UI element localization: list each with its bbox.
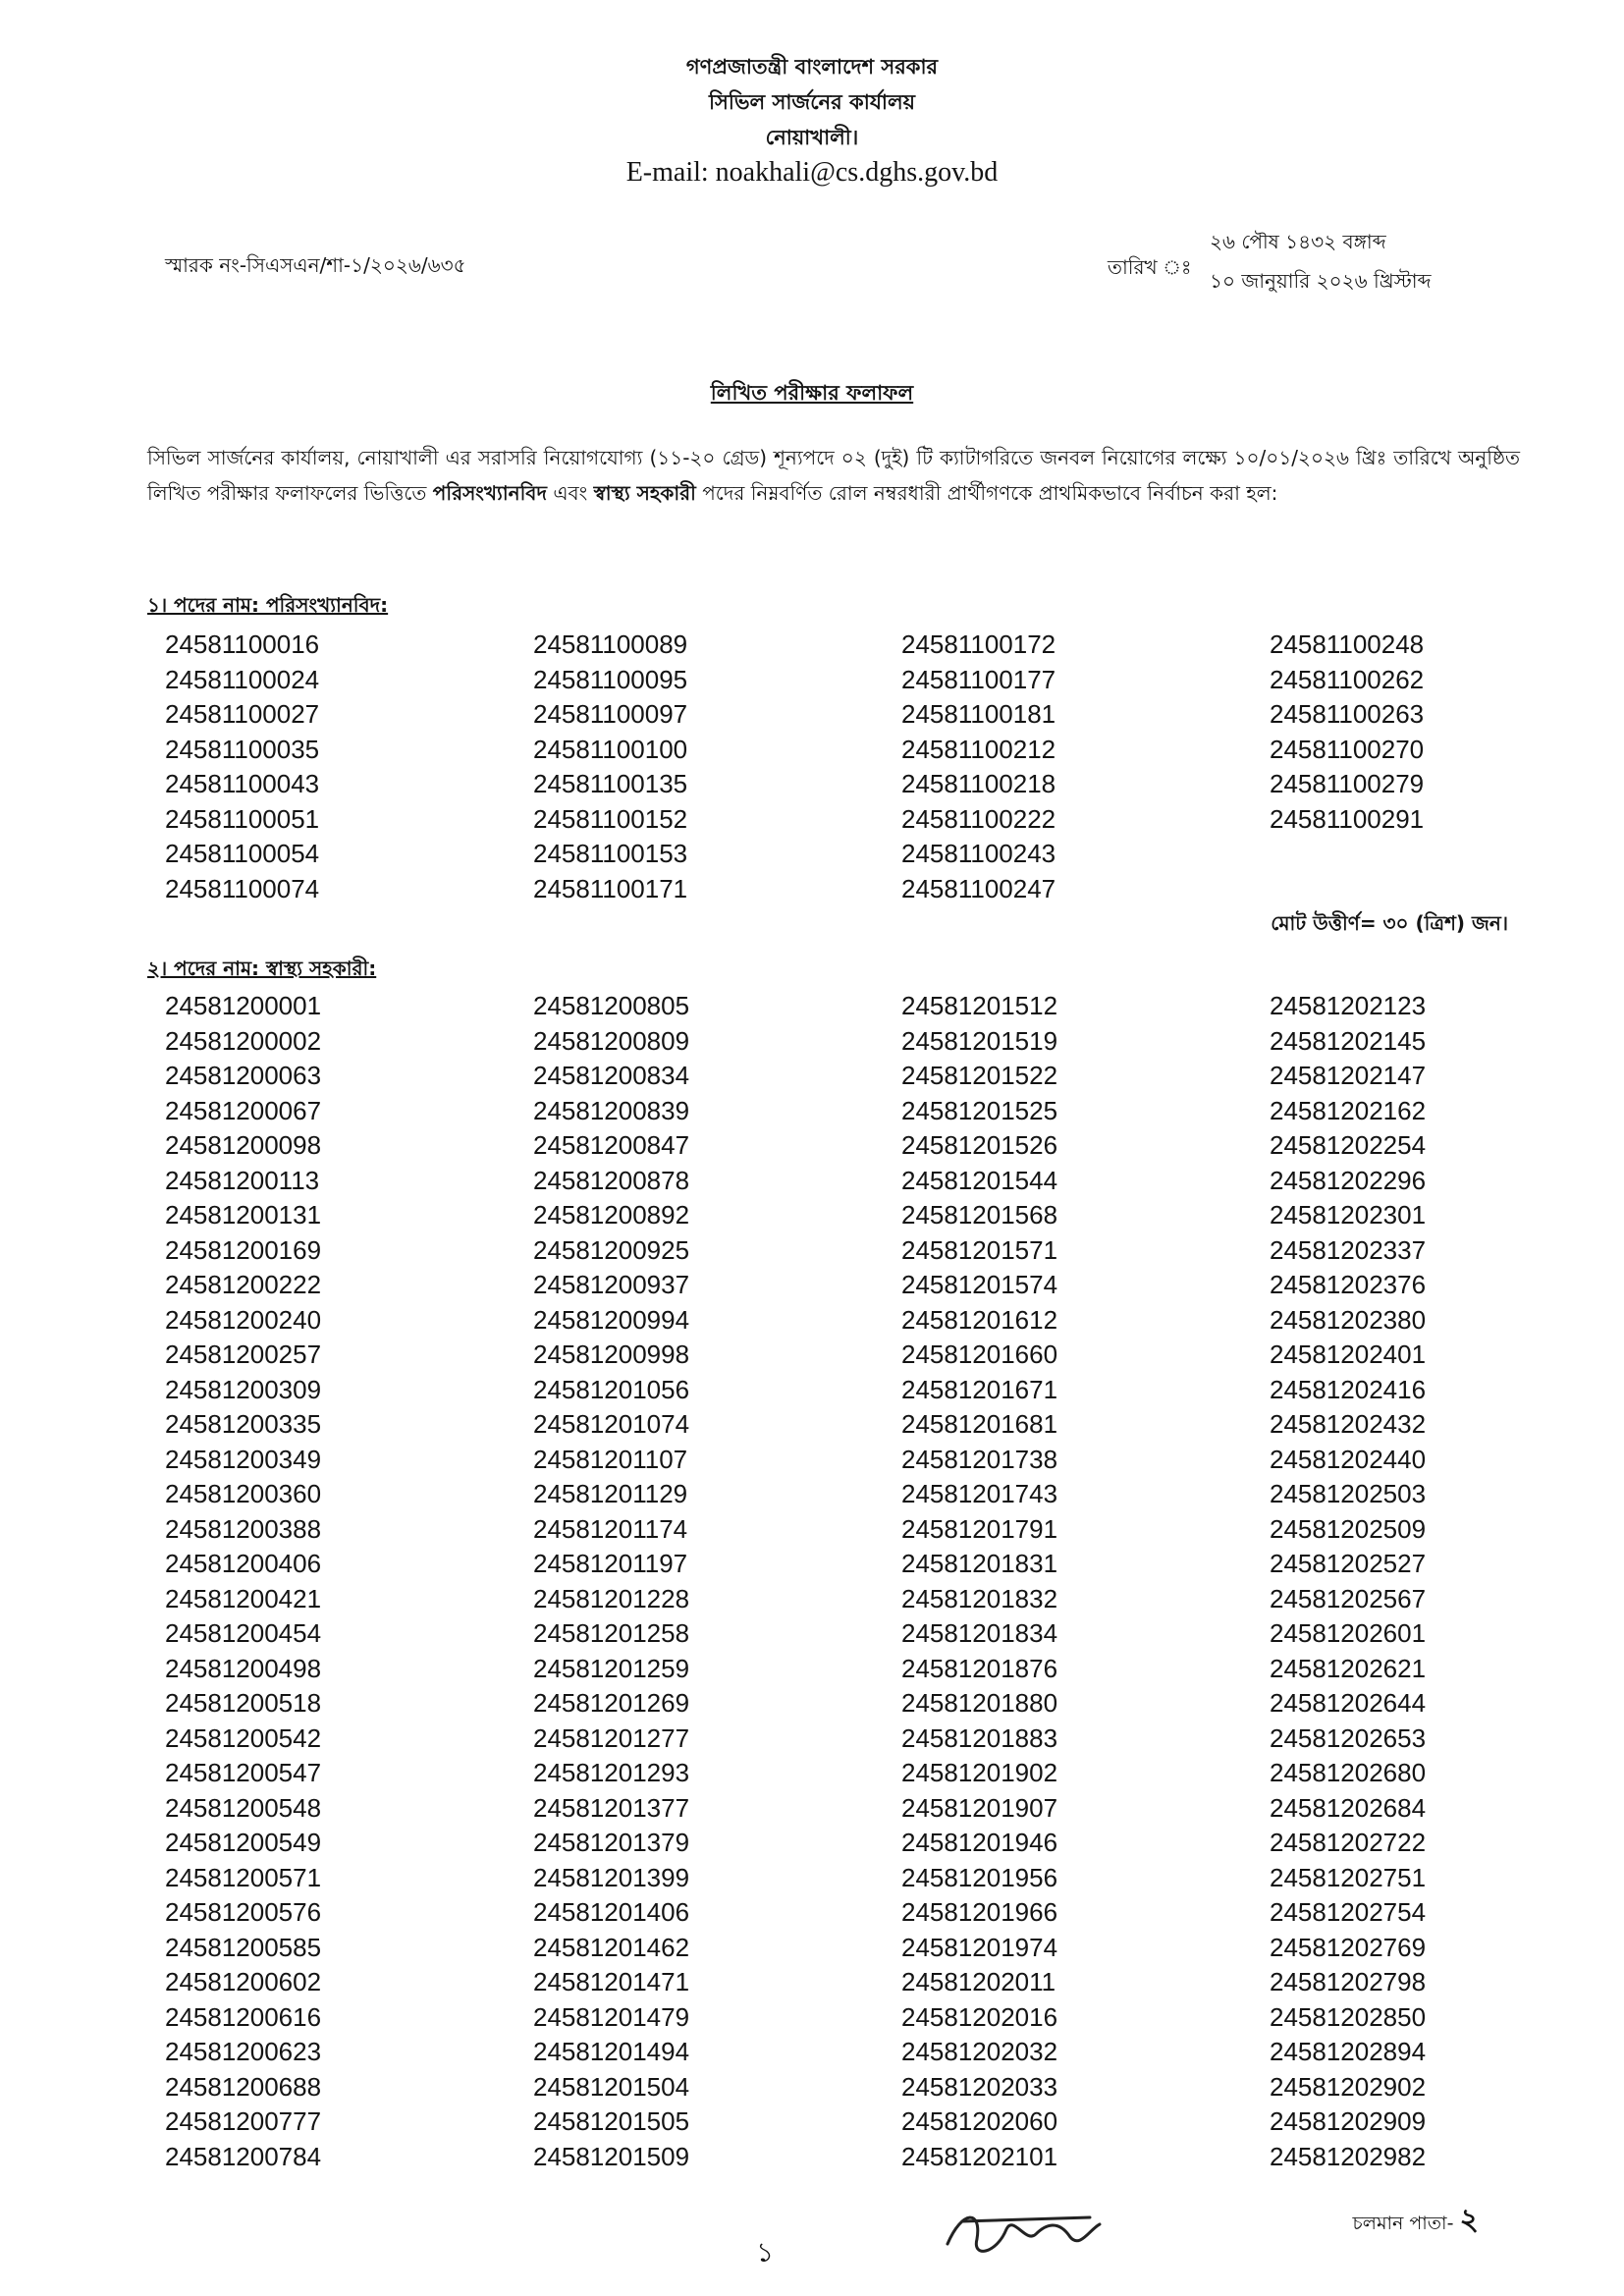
roll-number: 24581201509 [533, 2141, 690, 2171]
roll-number: 24581200131 [165, 1200, 322, 1230]
roll-number: 24581202380 [1270, 1304, 1427, 1335]
roll-number: 24581200406 [165, 1549, 322, 1578]
roll-number: 24581200805 [533, 991, 690, 1020]
signature-mark [943, 2200, 1110, 2269]
roll-number: 24581201880 [901, 1688, 1058, 1718]
roll-number: 24581202684 [1270, 1792, 1427, 1823]
roll-number: 24581100100 [533, 734, 688, 764]
roll-number: 24581100177 [901, 664, 1056, 694]
roll-number: 24581200777 [165, 2106, 322, 2136]
roll-number: 24581202254 [1270, 1130, 1427, 1160]
roll-number: 24581202440 [1270, 1444, 1427, 1474]
roll-number: 24581201525 [901, 1095, 1058, 1125]
roll-number: 24581201738 [901, 1444, 1058, 1474]
roll-number: 24581201544 [901, 1165, 1058, 1195]
roll-number: 24581201504 [533, 2071, 690, 2102]
roll-number: 24581201228 [533, 1583, 690, 1613]
roll-number: 24581200063 [165, 1061, 322, 1090]
date-label: তারিখ ঃ [1108, 255, 1192, 279]
roll-number: 24581201107 [533, 1444, 688, 1474]
roll-number: 24581100152 [533, 803, 688, 834]
roll-number: 24581201519 [901, 1025, 1058, 1056]
roll-number: 24581201197 [533, 1549, 688, 1578]
post-name-statistician: পরিসংখ্যানবিদ [432, 481, 547, 505]
roll-number: 24581202680 [1270, 1758, 1427, 1787]
roll-number: 24581100291 [1270, 803, 1425, 834]
roll-number: 24581201974 [901, 1932, 1058, 1962]
roll-number: 24581200240 [165, 1304, 322, 1335]
roll-number: 24581201883 [901, 1722, 1058, 1753]
roll-number: 24581201505 [533, 2106, 690, 2136]
roll-number: 24581100074 [165, 873, 320, 903]
page-number: ১ [756, 2236, 775, 2269]
roll-number: 24581202101 [901, 2141, 1058, 2171]
roll-number: 24581201612 [901, 1304, 1058, 1335]
roll-number: 24581202722 [1270, 1828, 1427, 1857]
roll-number: 24581200839 [533, 1095, 690, 1125]
roll-number: 24581202060 [901, 2106, 1058, 2136]
roll-number: 24581202032 [901, 2037, 1058, 2066]
roll-number: 24581100181 [901, 699, 1056, 729]
roll-number: 24581100248 [1270, 629, 1425, 659]
roll-number: 24581100089 [533, 629, 688, 659]
roll-number: 24581200002 [165, 1025, 322, 1056]
roll-number: 24581201074 [533, 1409, 690, 1439]
roll-number: 24581100051 [165, 803, 320, 834]
roll-number: 24581200349 [165, 1444, 322, 1474]
roll-number: 24581100243 [901, 839, 1056, 868]
roll-number: 24581100043 [165, 769, 320, 798]
roll-number: 24581200454 [165, 1618, 322, 1648]
date-bangla: ২৬ পৌষ ১৪৩২ বঙ্গাব্দ [1210, 230, 1386, 253]
roll-number: 24581201277 [533, 1722, 690, 1753]
roll-number: 24581200518 [165, 1688, 322, 1718]
roll-number: 24581200498 [165, 1653, 322, 1683]
roll-number: 24581201660 [901, 1339, 1058, 1369]
roll-number: 24581100135 [533, 769, 688, 798]
roll-number: 24581100222 [901, 803, 1056, 834]
roll-number: 24581100097 [533, 699, 688, 729]
roll-number: 24581202909 [1270, 2106, 1427, 2136]
roll-number: 24581201907 [901, 1792, 1058, 1823]
roll-number: 24581200222 [165, 1270, 322, 1299]
roll-number: 24581200571 [165, 1862, 322, 1892]
roll-number: 24581202982 [1270, 2141, 1427, 2171]
roll-number: 24581200937 [533, 1270, 690, 1299]
roll-number: 24581202653 [1270, 1722, 1427, 1753]
roll-number: 24581200585 [165, 1932, 322, 1962]
roll-number: 24581202503 [1270, 1479, 1427, 1508]
roll-number: 24581200257 [165, 1339, 322, 1369]
office-email: E-mail: noakhali@cs.dghs.gov.bd [625, 157, 999, 188]
roll-number: 24581201526 [901, 1130, 1058, 1160]
roll-number: 24581200576 [165, 1897, 322, 1927]
roll-number: 24581201568 [901, 1200, 1058, 1230]
roll-number: 24581200335 [165, 1409, 322, 1439]
roll-number: 24581200809 [533, 1025, 690, 1056]
roll-number: 24581200098 [165, 1130, 322, 1160]
roll-number: 24581201406 [533, 1897, 690, 1927]
roll-number: 24581202850 [1270, 2001, 1427, 2032]
roll-number: 24581202754 [1270, 1897, 1427, 1927]
roll-number: 24581201743 [901, 1479, 1058, 1508]
memo-number: স্মারক নং-সিএসএন/শা-১/২০২৬/৬৩৫ [165, 253, 466, 277]
roll-number: 24581202527 [1270, 1549, 1427, 1578]
roll-number: 24581100172 [901, 629, 1056, 659]
roll-number: 24581100027 [165, 699, 320, 729]
roll-number: 24581201129 [533, 1479, 688, 1508]
roll-number: 24581201946 [901, 1828, 1058, 1857]
statistician-roll-list [165, 628, 1564, 906]
roll-number: 24581200113 [165, 1165, 320, 1195]
roll-number: 24581200067 [165, 1095, 322, 1125]
roll-number: 24581200998 [533, 1339, 690, 1369]
section2-title: ২। পদের নাম: স্বাস্থ্য সহকারী: [147, 957, 377, 980]
date-english: ১০ জানুয়ারি ২০২৬ খ্রিস্টাব্দ [1210, 269, 1432, 293]
roll-number: 24581201258 [533, 1618, 690, 1648]
roll-number: 24581201293 [533, 1758, 690, 1787]
roll-number: 24581202123 [1270, 991, 1427, 1020]
roll-number: 24581201876 [901, 1653, 1058, 1683]
section1-title: ১। পদের নাম: পরিসংখ্যানবিদ: [147, 593, 389, 617]
roll-number: 24581201571 [901, 1234, 1058, 1265]
roll-number: 24581200547 [165, 1758, 322, 1787]
roll-number: 24581100247 [901, 873, 1056, 903]
roll-number: 24581202644 [1270, 1688, 1427, 1718]
roll-number: 24581202894 [1270, 2037, 1427, 2066]
roll-number: 24581202147 [1270, 1061, 1427, 1090]
roll-number: 24581201259 [533, 1653, 690, 1683]
roll-number: 24581201902 [901, 1758, 1058, 1787]
govt-title: গণপ্রজাতন্ত্রী বাংলাদেশ সরকার [685, 55, 939, 79]
roll-number: 24581100016 [165, 629, 320, 659]
roll-number: 24581201479 [533, 2001, 690, 2032]
roll-number: 24581202432 [1270, 1409, 1427, 1439]
roll-number: 24581201399 [533, 1862, 690, 1892]
roll-number: 24581100024 [165, 664, 320, 694]
continued-page: চলমান পাতা- ২ [1352, 2203, 1479, 2237]
notice-body: সিভিল সার্জনের কার্যালয়, নোয়াখালী এর সরাসরি নিয়োগযোগ্য (১১-২০ গ্রেড) শূন্যপদে ০২ (দুই) টি ক্যাটাগরিতে জনবল নিয়োগের লক্ষ্যে ১০/০১/২০২৬ খ্রিঃ তারিখে অনুষ্ঠিত লিখিত পরীক্ষার ফলাফলের ভিত্তিতে পরিসংখ্যানবিদ এবং স্বাস্থ্য সহকারী পদের নিম্নবর্ণিত রোল নম্বরধারী প্রার্থীগণকে প্রাথমিকভাবে নির্বাচন করা হল: [147, 446, 1520, 505]
roll-number: 24581201831 [901, 1549, 1058, 1578]
roll-number: 24581201056 [533, 1374, 690, 1404]
roll-number: 24581202033 [901, 2071, 1058, 2102]
roll-number: 24581202601 [1270, 1618, 1427, 1648]
roll-number: 24581200421 [165, 1583, 322, 1613]
roll-number: 24581200994 [533, 1304, 690, 1335]
roll-number: 24581202902 [1270, 2071, 1427, 2102]
roll-number: 24581201462 [533, 1932, 690, 1962]
roll-number: 24581100218 [901, 769, 1056, 798]
notice-subject: লিখিত পরীক্ষার ফলাফল [710, 381, 914, 405]
roll-number: 24581201471 [533, 1967, 690, 1996]
roll-number: 24581202769 [1270, 1932, 1427, 1962]
roll-number: 24581202567 [1270, 1583, 1427, 1613]
roll-number: 24581202798 [1270, 1967, 1427, 1996]
roll-number: 24581202621 [1270, 1653, 1427, 1683]
roll-number: 24581100212 [901, 734, 1056, 764]
roll-number: 24581200892 [533, 1200, 690, 1230]
roll-number: 24581200169 [165, 1234, 322, 1265]
roll-number: 24581100054 [165, 839, 320, 868]
roll-number: 24581200549 [165, 1828, 322, 1857]
roll-number: 24581200623 [165, 2037, 322, 2066]
roll-number: 24581200360 [165, 1479, 322, 1508]
roll-number: 24581100153 [533, 839, 688, 868]
roll-number: 24581200847 [533, 1130, 690, 1160]
roll-number: 24581201494 [533, 2037, 690, 2066]
roll-number: 24581201377 [533, 1792, 690, 1823]
roll-number: 24581201832 [901, 1583, 1058, 1613]
total-passed: মোট উত্তীর্ণ= ৩০ (ত্রিশ) জন। [1271, 911, 1508, 935]
health-assistant-roll-list [165, 989, 1564, 2174]
roll-number: 24581200878 [533, 1165, 690, 1195]
roll-number: 24581100171 [533, 873, 688, 903]
roll-number: 24581100279 [1270, 769, 1425, 798]
roll-number: 24581200688 [165, 2071, 322, 2102]
roll-number: 24581200602 [165, 1967, 322, 1996]
roll-number: 24581200388 [165, 1513, 322, 1544]
roll-number: 24581100262 [1270, 664, 1425, 694]
roll-number: 24581202145 [1270, 1025, 1427, 1056]
roll-number: 24581100270 [1270, 734, 1425, 764]
roll-number: 24581201956 [901, 1862, 1058, 1892]
office-title: সিভিল সার্জনের কার্যালয় [708, 90, 916, 114]
roll-number: 24581201174 [533, 1513, 688, 1544]
roll-number: 24581201681 [901, 1409, 1058, 1439]
roll-number: 24581100263 [1270, 699, 1425, 729]
roll-number: 24581200834 [533, 1061, 690, 1090]
post-name-health-assistant: স্বাস্থ্য সহকারী [593, 481, 696, 505]
roll-number: 24581200309 [165, 1374, 322, 1404]
roll-number: 24581202296 [1270, 1165, 1427, 1195]
roll-number: 24581202301 [1270, 1200, 1427, 1230]
roll-number: 24581202011 [901, 1967, 1056, 1996]
district-title: নোয়াখালী। [765, 126, 859, 149]
roll-number: 24581201522 [901, 1061, 1058, 1090]
roll-number: 24581200548 [165, 1792, 322, 1823]
roll-number: 24581201791 [901, 1513, 1058, 1544]
roll-number: 24581200925 [533, 1234, 690, 1265]
roll-number: 24581202376 [1270, 1270, 1427, 1299]
roll-number: 24581201379 [533, 1828, 690, 1857]
roll-number: 24581202401 [1270, 1339, 1427, 1369]
roll-number: 24581202162 [1270, 1095, 1427, 1125]
roll-number: 24581201574 [901, 1270, 1058, 1299]
roll-number: 24581100095 [533, 664, 688, 694]
roll-number: 24581201966 [901, 1897, 1058, 1927]
roll-number: 24581201671 [901, 1374, 1058, 1404]
roll-number: 24581200542 [165, 1722, 322, 1753]
roll-number: 24581200001 [165, 991, 322, 1020]
roll-number: 24581200616 [165, 2001, 322, 2032]
roll-number: 24581200784 [165, 2141, 322, 2171]
roll-number: 24581201512 [901, 991, 1058, 1020]
roll-number: 24581202337 [1270, 1234, 1427, 1265]
roll-number: 24581201269 [533, 1688, 690, 1718]
roll-number: 24581201834 [901, 1618, 1058, 1648]
roll-number: 24581202751 [1270, 1862, 1427, 1892]
roll-number: 24581202509 [1270, 1513, 1427, 1544]
roll-number: 24581202016 [901, 2001, 1058, 2032]
roll-number: 24581100035 [165, 734, 320, 764]
roll-number: 24581202416 [1270, 1374, 1427, 1404]
